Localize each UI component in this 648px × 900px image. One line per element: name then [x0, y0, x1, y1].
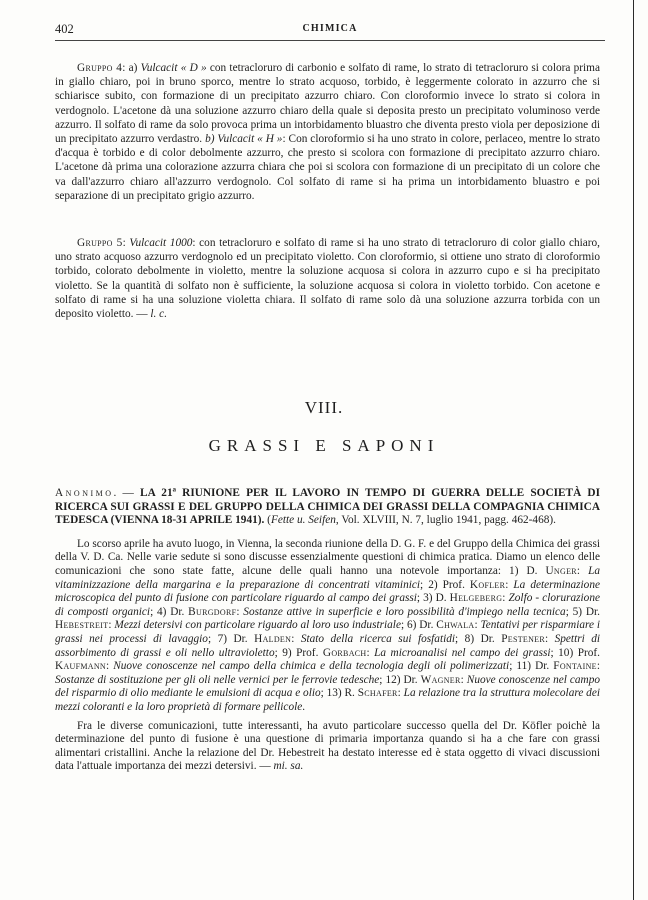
talk-end: ; — [274, 646, 283, 659]
talk-title: Nuove conoscenze nel campo della chimica e della tecnologia degli oli polimerizzati — [113, 660, 510, 673]
talk-number: 10) Prof. — [558, 646, 600, 659]
talk-number: 8) Dr. — [464, 632, 502, 645]
talk-speaker: Schafer — [357, 687, 398, 700]
talk-speaker: Pestener — [501, 632, 545, 645]
group-5-paragraph — [55, 236, 600, 321]
talk-number: 13) R. — [326, 687, 358, 700]
talk-number: 11) Dr. — [516, 660, 554, 673]
talk-separator: : — [366, 646, 375, 659]
talk-number: 2) Prof. — [428, 578, 470, 591]
chapter-number: VIII. — [304, 398, 344, 417]
group-5-section — [55, 236, 600, 321]
group-4-body-a: con tetracloruro di carbonio e solfato di rame, lo strato di tetracloruro si colora prima in giallo chiaro, poi in bruno sporco, mentre lo strato acquoso, torbido, è leggermente colorato in azzurro che si schiarisce subito, con formazione di un precipitato azzurro chiaro. Con cloroformio invece lo strato si colora in verdognolo. L'acetone dà una soluzione azzurro chiaro della quale si deposita presto un precipitato voluminoso verde azzurro. Il solfato di rame da solo provoca prima un intorbidamento bluastro che diventa presto viola per deposizione di un precipitato azzurro verdastro. — [55, 62, 600, 146]
article-journal: Fette u. Seifen — [270, 514, 336, 527]
product-vulcacit-d: Vulcacit « D » — [140, 62, 207, 74]
talk-end: ; — [455, 632, 465, 645]
talk-separator: : — [106, 660, 114, 673]
talk-number: 3) D. — [423, 592, 450, 605]
talk-speaker: Kofler — [469, 578, 506, 591]
talk-end: ; — [320, 687, 327, 700]
talk-end: ; — [400, 619, 407, 632]
group-5-body: : con tetracloruro e solfato di rame si ha uno strato di tetracloruro di color giallo chiaro, uno strato acquoso azzurro verdognolo ed un precipitato violetto. Con cloroformio, si ottiene uno strato di cloroformio torbido, colorato debolmente in violetto, mentre la soluzione acquosa si colora in azzurro cupo e si ha precipitato violetto. Se la quantità di solfato non è sufficiente, la soluzione acquosa si colora in violetto torbido. Con acetone e solfato di rame si ha una soluzione violetta chiara. Il solfato di rame solo dà una soluzione azzurra torbida con un deposito violetto. — — [55, 237, 600, 321]
talk-title: La relazione tra la struttura molecolare dei mezzi coloranti e la loro proprietà di formare pellicole — [55, 687, 600, 713]
talk-end: ; — [379, 673, 386, 686]
talk-title: Tentativi per risparmiare i grassi nei processi di lavaggio — [55, 619, 600, 645]
talk-speaker: Wagner — [420, 673, 461, 686]
talk-separator: : — [460, 673, 467, 686]
talk-separator: : — [576, 564, 589, 577]
running-title: CHIMICA — [302, 23, 358, 34]
talk-title: Mezzi detersivi con particolare riguardo al loro uso industriale — [114, 619, 401, 632]
group-5-label: Gruppo 5 — [77, 237, 123, 249]
talk-speaker: Hebestreit — [55, 619, 109, 632]
talk-title: Nuove conoscenze nel campo del risparmio di olio mediante le emulsioni di acqua e olio — [55, 673, 600, 700]
group-4-paragraph — [55, 61, 600, 203]
talk-end: ; — [416, 592, 424, 605]
page-header — [55, 22, 605, 38]
talk-title: Sostanze di sostituzione per gli oli nelle vernici per le ferrovie tedesche — [55, 673, 380, 686]
talk-speaker: Halden — [254, 632, 292, 645]
group-4-section — [55, 61, 600, 203]
talk-title: Stato della ricerca sui fosfatidi — [300, 632, 456, 645]
article — [55, 487, 600, 774]
talk-separator: : — [596, 660, 600, 673]
talk-number: 9) Prof. — [282, 646, 323, 659]
talk-speaker: Burgdorf — [188, 605, 237, 618]
product-vulcacit-1000: Vulcacit 1000 — [129, 237, 193, 249]
group-4-body-b: : Con cloroformio si ha uno strato in colore, perlaceo, mentre lo strato d'acqua è torbido e di color debolmente azzurro, che presto si scolora con formazione di precipitato azzurro chiaro. L'acetone dà prima una colorazione azzurra chiara che poi si scolora con formazione di un precipitato di un colore che va dall'azzurro chiaro all'azzurro verdognolo. Col solfato di rame si ha prima un intorbidamento bluastro e poi separazione di un precipitato grigio azzurro. — [55, 133, 600, 202]
talk-speaker: Chwala — [436, 619, 475, 632]
article-author: Anonimo — [55, 487, 114, 499]
talk-number: 4) Dr. — [157, 605, 189, 618]
talk-speaker: Fontaine — [553, 660, 597, 673]
talk-speaker: Helgeberg — [449, 592, 503, 605]
talk-end: . — [302, 700, 306, 713]
talk-separator: : — [291, 632, 301, 645]
talk-item — [282, 647, 558, 659]
group-4-marker-b: b) — [205, 133, 218, 146]
talk-title: Sostanze attive in superficie e loro possibilità d'impiego nella tecnica — [243, 605, 566, 618]
talk-end: ; — [509, 660, 517, 673]
talk-number: 12) Dr. — [385, 673, 421, 686]
group-4-label: Gruppo 4 — [77, 62, 123, 74]
talk-speaker: Unger — [545, 564, 577, 577]
article-dash: . — — [113, 487, 141, 499]
article-intro: Lo scorso aprile ha avuto luogo, in Vienna, la seconda riunione della D. G. F. e del Gruppo della Chimica dei grassi della V. D. Ca. Nelle varie sedute si sono discusse essenzialmente questioni di chimica pratica. Diamo un elenco delle comunicazioni che sono state fatte, alcune delle quali hanno una notevole importanza: — [55, 537, 600, 577]
group-4-marker-a: : a) — [122, 62, 141, 74]
talk-title: La microanalisi nel campo dei grassi — [374, 646, 551, 659]
product-vulcacit-h: Vulcacit « H » — [217, 133, 283, 146]
talk-item — [157, 606, 573, 618]
talk-speaker: Gorbach — [322, 646, 367, 659]
talk-separator: : — [397, 687, 404, 700]
article-title: LA 21ª RIUNIONE PER IL LAVORO IN TEMPO DI GUERRA DELLE SOCIETÀ DI RICERCA SUI GRASSI E DEL GRUPPO DELLA CHIMICA DEI GRASSI DELLA COMPAGNIA CHIMICA TEDESCA (VIENNA 18-31 APRILE 1941). — [55, 487, 600, 527]
talk-separator: : — [108, 619, 115, 632]
talk-number: 6) Dr. — [406, 619, 437, 632]
talk-separator: : — [236, 605, 244, 618]
article-heading — [55, 487, 600, 528]
talk-separator: : — [505, 578, 514, 591]
article-paragraph-1 — [55, 538, 600, 715]
talk-number: 1) D. — [509, 564, 546, 577]
talk-speaker: Kaufmann — [55, 660, 107, 673]
chapter-title: GRASSI E SAPONI — [208, 436, 440, 455]
group-5-signature: l. c. — [150, 308, 168, 321]
talk-number: 7) Dr. — [217, 632, 255, 645]
article-p2: Fra le diverse comunicazioni, tutte interessanti, ha avuto particolare successo quella del Dr. Köfler poichè la determinazione del punto di fusione è una questione di primaria importanza quando si ha a che fare con grassi alimentari cristallini. Anche la relazione del Dr. Hebestreit ha destato interesse ed è stata oggetto di vivaci discussioni data l'attuale importanza dei mezzi detersivi. — — [55, 719, 600, 773]
article-signature: mi. sa. — [273, 760, 304, 773]
talk-end: ; — [150, 605, 158, 618]
article-source-rest: , Vol. XLVIII, N. 7, luglio 1941, pagg. 462-468). — [335, 514, 556, 527]
talk-separator: : — [502, 592, 509, 605]
talks-list — [55, 565, 600, 713]
talk-title: La determinazione microscopica del punto di fusione con particolare riguardo al campo dei grassi — [55, 578, 600, 605]
article-source-open: ( — [264, 514, 271, 527]
talk-separator: : — [474, 619, 481, 632]
talk-separator: : — [544, 632, 555, 645]
talk-end: ; — [550, 646, 559, 659]
header-rule — [55, 40, 605, 41]
page-number: 402 — [55, 22, 74, 36]
article-paragraph-2 — [55, 720, 600, 774]
group-5-sep: : — [122, 237, 130, 249]
talk-number: 5) Dr. — [572, 605, 600, 618]
talk-title: Spettri di assorbimento di grassi e oli nello ultravioletto — [55, 632, 601, 659]
talk-end: ; — [207, 632, 218, 645]
talk-title: Zolfo - clorurazione di composti organici — [55, 592, 600, 618]
talk-title: La vitaminizzazione della margarina e la preparazione di concentrati vitaminici — [55, 564, 600, 591]
talk-end: ; — [565, 605, 573, 618]
talk-end: ; — [420, 578, 429, 591]
talk-item — [218, 633, 465, 645]
